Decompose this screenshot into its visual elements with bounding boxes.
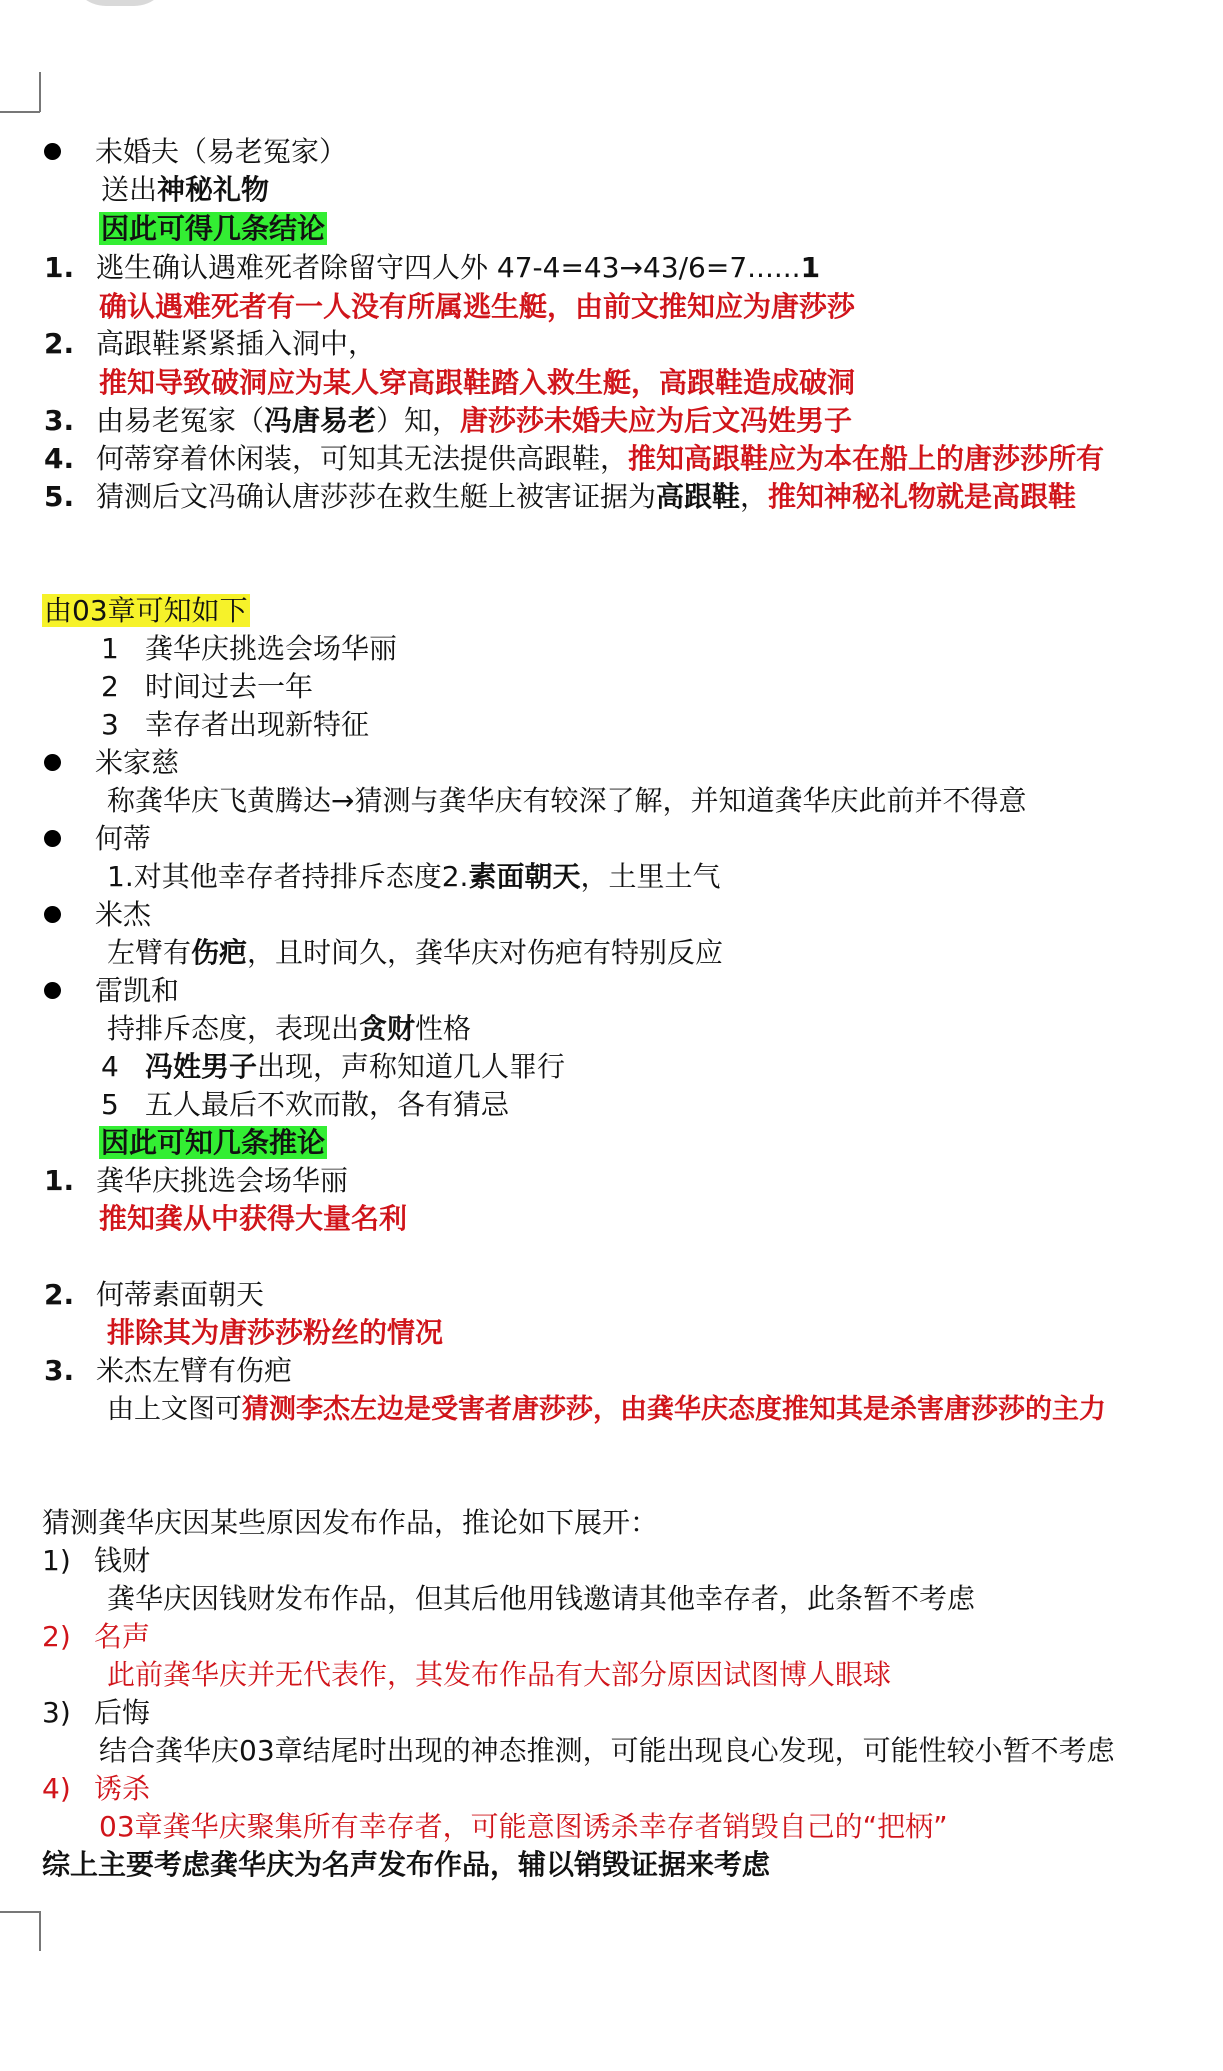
ch03-sub-item-2: 2 时间过去一年: [101, 670, 314, 703]
bullet-icon: [44, 754, 61, 771]
conclusion-item-1: 1. 逃生确认遇难死者除留守四人外 47-4=43→43/6=7......1: [44, 251, 821, 284]
conclusion-item-4: 4. 何蒂穿着休闲装，可知其无法提供高跟鞋，推知高跟鞋应为本在船上的唐莎莎所有: [44, 442, 1105, 475]
summary-line: 综上主要考虑龚华庆为名声发布作品，辅以销毁证据来考虑: [42, 1848, 771, 1881]
top-decoration: [70, 0, 170, 6]
motive-item-4: 4) 诱杀: [42, 1772, 151, 1805]
fiance-desc: 送出神秘礼物: [101, 173, 270, 206]
conclusion-item-1-red: 确认遇难死者有一人没有所属逃生艇，由前文推知应为唐莎莎: [99, 290, 856, 323]
person-desc-mijie: 左臂有伤疤，且时间久，龚华庆对伤疤有特别反应: [107, 936, 724, 969]
person-bullet-mijiaci: 米家慈: [44, 744, 179, 782]
person-desc-hedi: 1.对其他幸存者持排斥态度2.素面朝天，土里土气: [107, 860, 721, 893]
motive-item-4-desc: 03章龚华庆聚集所有幸存者，可能意图诱杀幸存者销毁自己的“把柄”: [99, 1810, 948, 1843]
ch03-sub-item-4: 4 冯姓男子出现，声称知道几人罪行: [101, 1050, 566, 1083]
ch03-sub-item-1: 1 龚华庆挑选会场华丽: [101, 632, 398, 665]
motive-item-3: 3) 后悔: [42, 1696, 151, 1729]
inference-item-1-red: 推知龚从中获得大量名利: [99, 1202, 408, 1235]
chapter03-heading: 由03章可知如下: [44, 594, 248, 627]
conclusion-label-1: 因此可得几条结论: [101, 212, 326, 245]
inference-item-2-red: 排除其为唐莎莎粉丝的情况: [107, 1316, 444, 1349]
conclusion-item-3: 3. 由易老冤家（冯唐易老）知，唐莎莎未婚夫应为后文冯姓男子: [44, 404, 853, 437]
motive-item-1: 1) 钱财: [42, 1544, 151, 1577]
motive-item-1-desc: 龚华庆因钱财发布作品，但其后他用钱邀请其他幸存者，此条暂不考虑: [107, 1582, 976, 1615]
ch03-sub-item-3: 3 幸存者出现新特征: [101, 708, 370, 741]
motive-item-2: 2) 名声: [42, 1620, 151, 1653]
page-corner-mark-top: [0, 72, 40, 112]
ch03-sub-item-5: 5 五人最后不欢而散，各有猜忌: [101, 1088, 510, 1121]
fiance-bullet: 未婚夫（易老冤家）: [44, 133, 347, 171]
conclusion-item-2-red: 推知导致破洞应为某人穿高跟鞋踏入救生艇，高跟鞋造成破洞: [99, 366, 856, 399]
motive-item-2-desc: 此前龚华庆并无代表作，其发布作品有大部分原因试图博人眼球: [107, 1658, 892, 1691]
motive-item-3-desc: 结合龚华庆03章结尾时出现的神态推测，可能出现良心发现，可能性较小暂不考虑: [99, 1734, 1115, 1767]
bullet-icon: [44, 143, 61, 160]
person-bullet-hedi: 何蒂: [44, 820, 151, 858]
person-bullet-leikaihe: 雷凯和: [44, 972, 179, 1010]
person-bullet-mijie: 米杰: [44, 896, 151, 934]
conclusion-item-2: 2. 高跟鞋紧紧插入洞中，: [44, 327, 377, 360]
person-desc-mijiaci: 称龚华庆飞黄腾达→猜测与龚华庆有较深了解，并知道龚华庆此前并不得意: [107, 784, 1027, 817]
bullet-icon: [44, 982, 61, 999]
bullet-icon: [44, 906, 61, 923]
conclusion-label-2: 因此可知几条推论: [101, 1126, 326, 1159]
motive-intro: 猜测龚华庆因某些原因发布作品，推论如下展开：: [42, 1506, 659, 1539]
person-desc-leikaihe: 持排斥态度，表现出贪财性格: [107, 1012, 472, 1045]
inference-item-3: 3. 米杰左臂有伤疤: [44, 1354, 293, 1387]
inference-item-2: 2. 何蒂素面朝天: [44, 1278, 265, 1311]
bullet-icon: [44, 830, 61, 847]
inference-item-3-desc: 由上文图可猜测李杰左边是受害者唐莎莎，由龚华庆态度推知其是杀害唐莎莎的主力: [107, 1394, 1106, 1425]
page-corner-mark-bottom: [0, 1911, 40, 1951]
inference-item-1: 1. 龚华庆挑选会场华丽: [44, 1164, 349, 1197]
conclusion-item-5: 5. 猜测后文冯确认唐莎莎在救生艇上被害证据为高跟鞋，推知神秘礼物就是高跟鞋: [44, 480, 1077, 513]
